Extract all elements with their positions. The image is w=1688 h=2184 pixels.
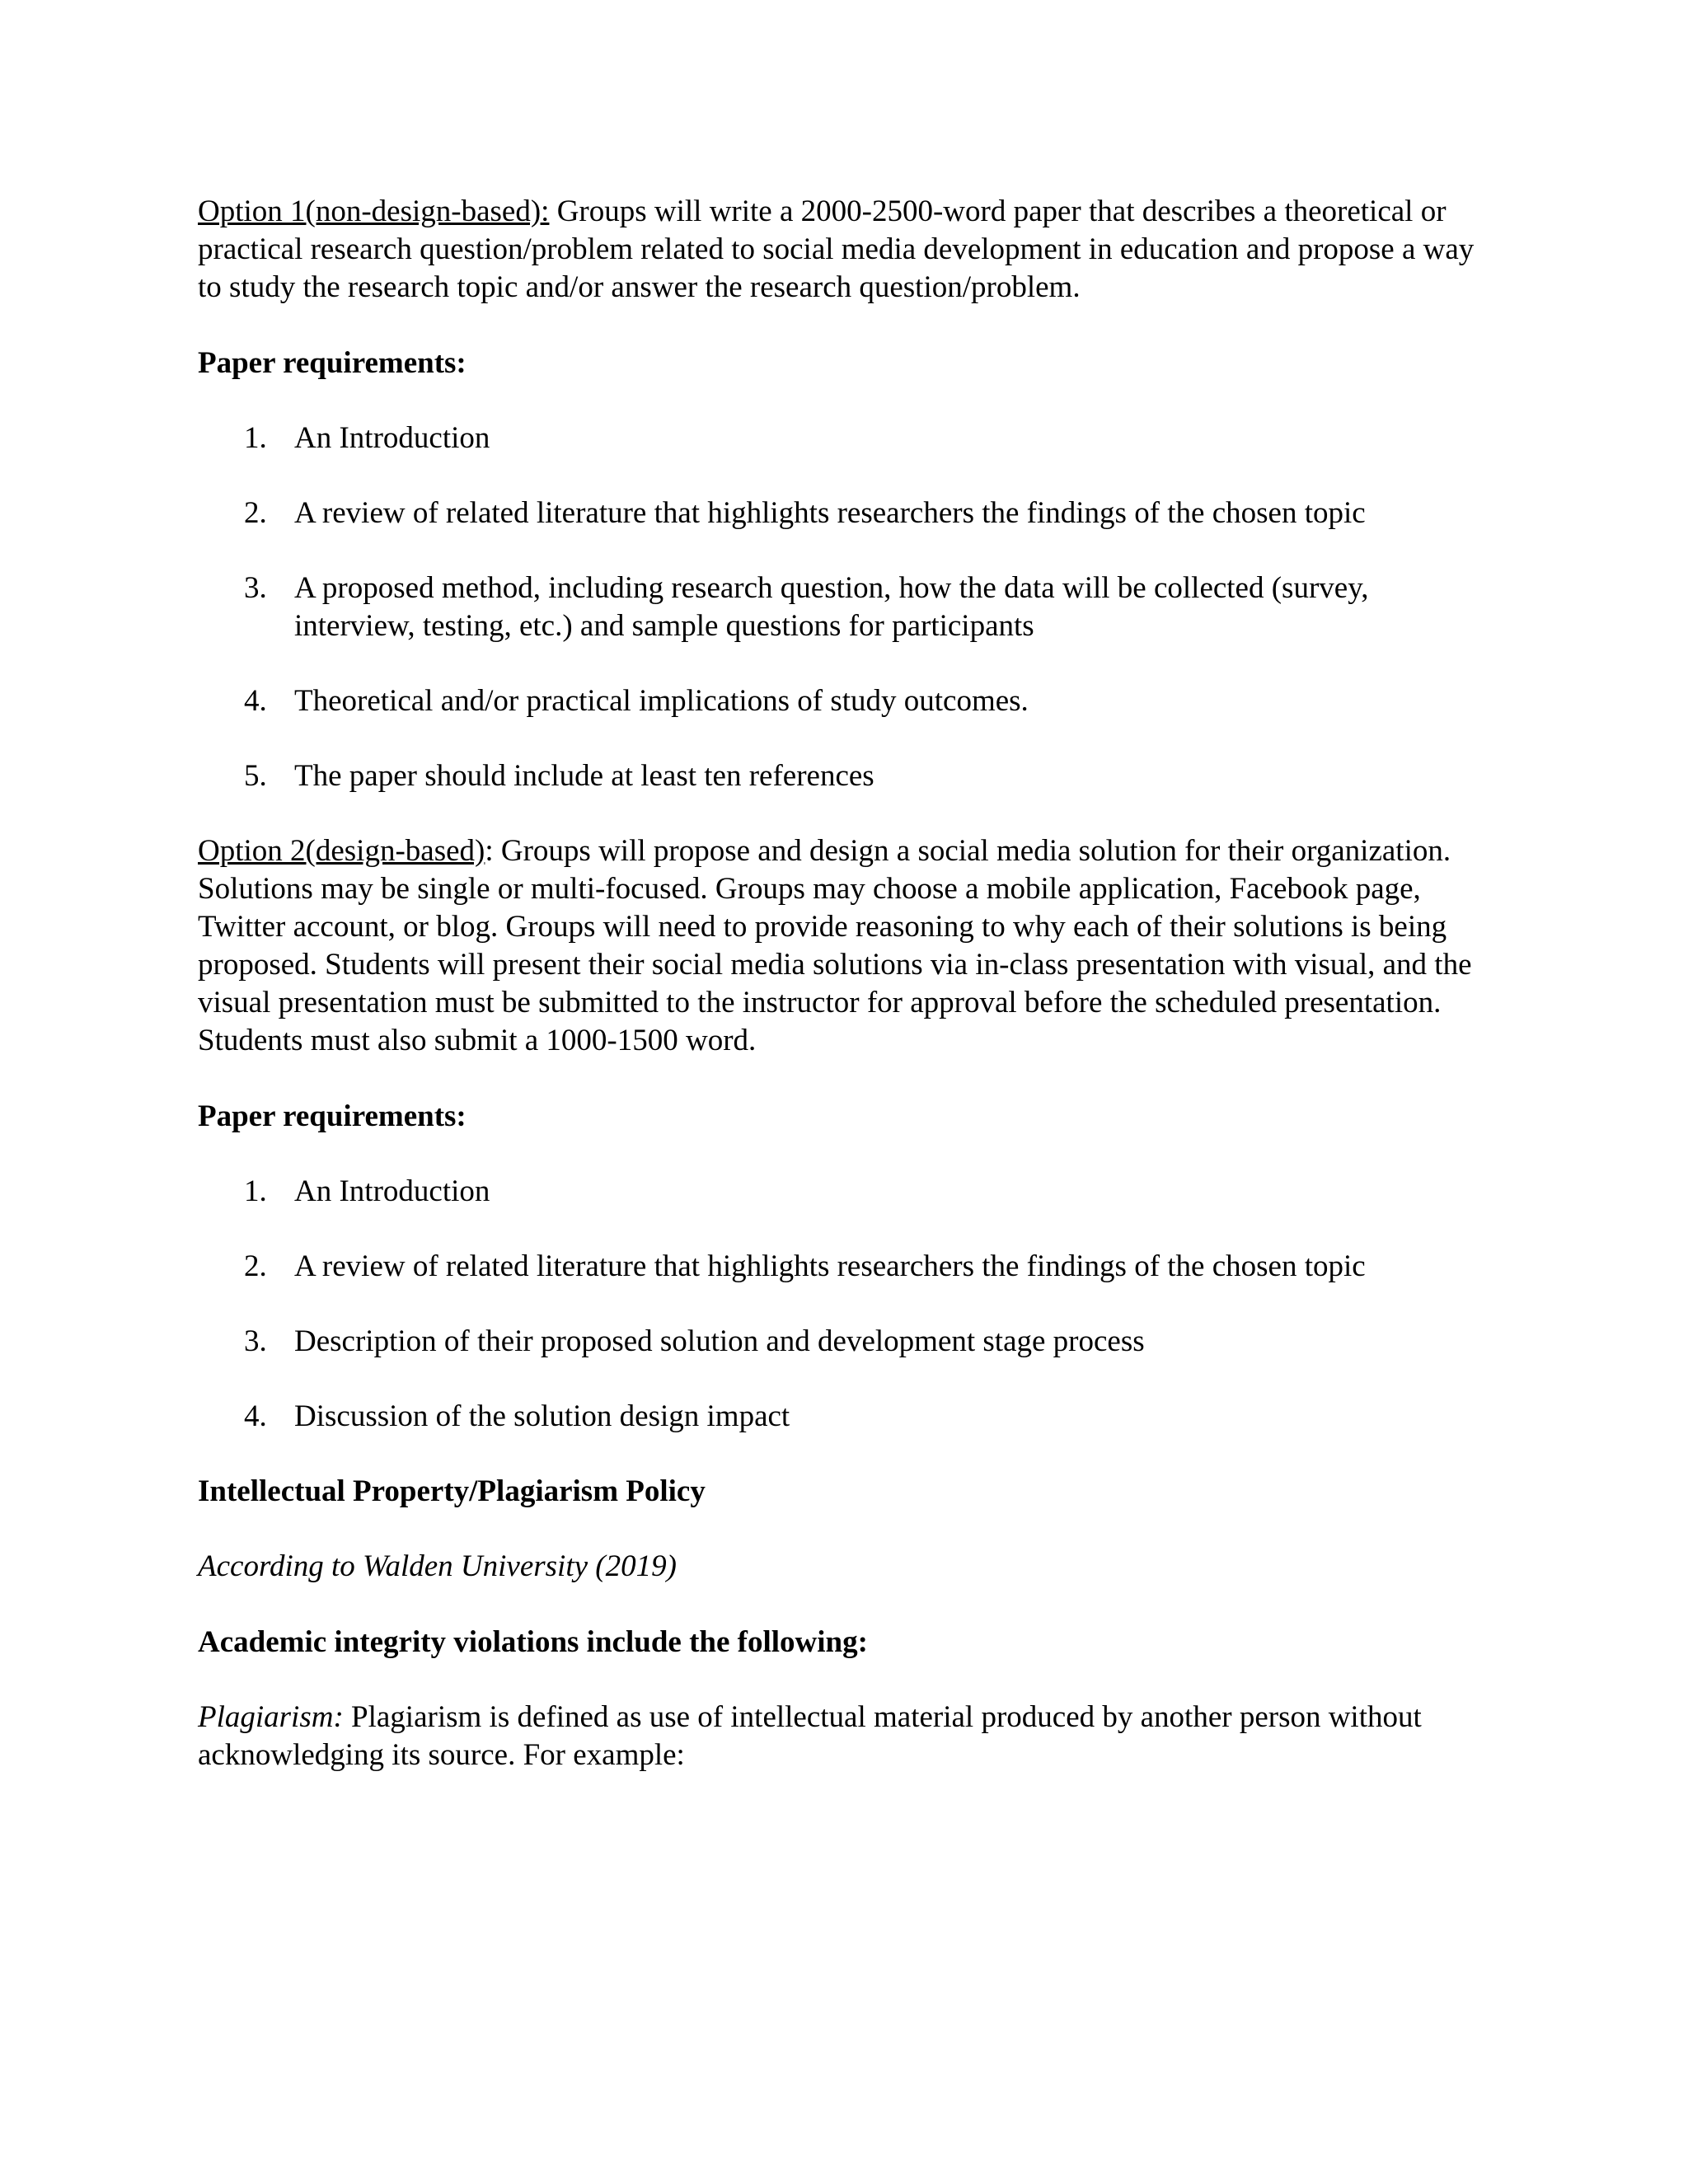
list-item-number: 5.	[244, 759, 267, 793]
option-1-paragraph	[198, 193, 1484, 307]
list-item	[198, 419, 1484, 457]
list-item-text: A proposed method, including research question, how the data will be collected (survey, interview, testing, etc.) and sample questions for participants	[294, 571, 1369, 643]
document-page	[198, 193, 1484, 1812]
list-item-text: An Introduction	[294, 1174, 490, 1208]
policy-source: According to Walden University (2019)	[198, 1549, 677, 1583]
option-2-label: Option 2(design-based)	[198, 834, 485, 868]
list-item	[198, 757, 1484, 795]
option-2-text: : Groups will propose and design a social media solution for their organization. Solutions may be single or multi-focused. Groups may choose a mobile application, Facebook page, Twitter account, or blog. Groups will need to provide reasoning to why each of their solutions is being proposed. Students will present their social media solutions via in-class presentation with visual, and the visual presentation must be submitted to the instructor for approval before the scheduled presentation. Students must also submit a 1000-1500 word.	[198, 834, 1472, 1057]
violations-heading: Academic integrity violations include the following:	[198, 1625, 868, 1659]
list-item-number: 1.	[244, 421, 267, 455]
list-item	[198, 682, 1484, 720]
option-1-label: Option 1(non-design-based):	[198, 194, 550, 228]
requirements-list-1	[198, 419, 1484, 795]
plagiarism-paragraph	[198, 1699, 1484, 1774]
list-item-text: An Introduction	[294, 421, 490, 455]
requirements-list-2	[198, 1173, 1484, 1436]
policy-heading: Intellectual Property/Plagiarism Policy	[198, 1474, 706, 1508]
list-item-text: Discussion of the solution design impact	[294, 1399, 790, 1433]
list-item-number: 1.	[244, 1174, 267, 1208]
list-item-text: The paper should include at least ten references	[294, 759, 874, 793]
paper-requirements-heading-1: Paper requirements:	[198, 346, 467, 380]
list-item	[198, 1248, 1484, 1286]
list-item-text: Theoretical and/or practical implications of study outcomes.	[294, 684, 1029, 718]
list-item-number: 4.	[244, 684, 267, 718]
option-2-paragraph	[198, 832, 1484, 1060]
list-item	[198, 1173, 1484, 1211]
list-item-number: 2.	[244, 1249, 267, 1283]
list-item-number: 3.	[244, 571, 267, 605]
list-item	[198, 1398, 1484, 1436]
list-item-number: 4.	[244, 1399, 267, 1433]
list-item-text: Description of their proposed solution and development stage process	[294, 1324, 1145, 1358]
list-item	[198, 494, 1484, 532]
list-item-text: A review of related literature that highlights researchers the findings of the chosen topic	[294, 1249, 1366, 1283]
list-item-number: 3.	[244, 1324, 267, 1358]
plagiarism-label: Plagiarism:	[198, 1700, 344, 1734]
list-item	[198, 569, 1484, 645]
list-item-number: 2.	[244, 496, 267, 530]
list-item-text: A review of related literature that highlights researchers the findings of the chosen topic	[294, 496, 1366, 530]
option-1-text: Groups will write a 2000-2500-word paper that describes a theoretical or practical research question/problem related to social media development in education and propose a way to study the research topic and/or answer the research question/problem.	[198, 194, 1475, 304]
list-item	[198, 1323, 1484, 1361]
plagiarism-text: Plagiarism is defined as use of intellectual material produced by another person without acknowledging its source. For example:	[198, 1700, 1422, 1772]
paper-requirements-heading-2: Paper requirements:	[198, 1099, 467, 1133]
